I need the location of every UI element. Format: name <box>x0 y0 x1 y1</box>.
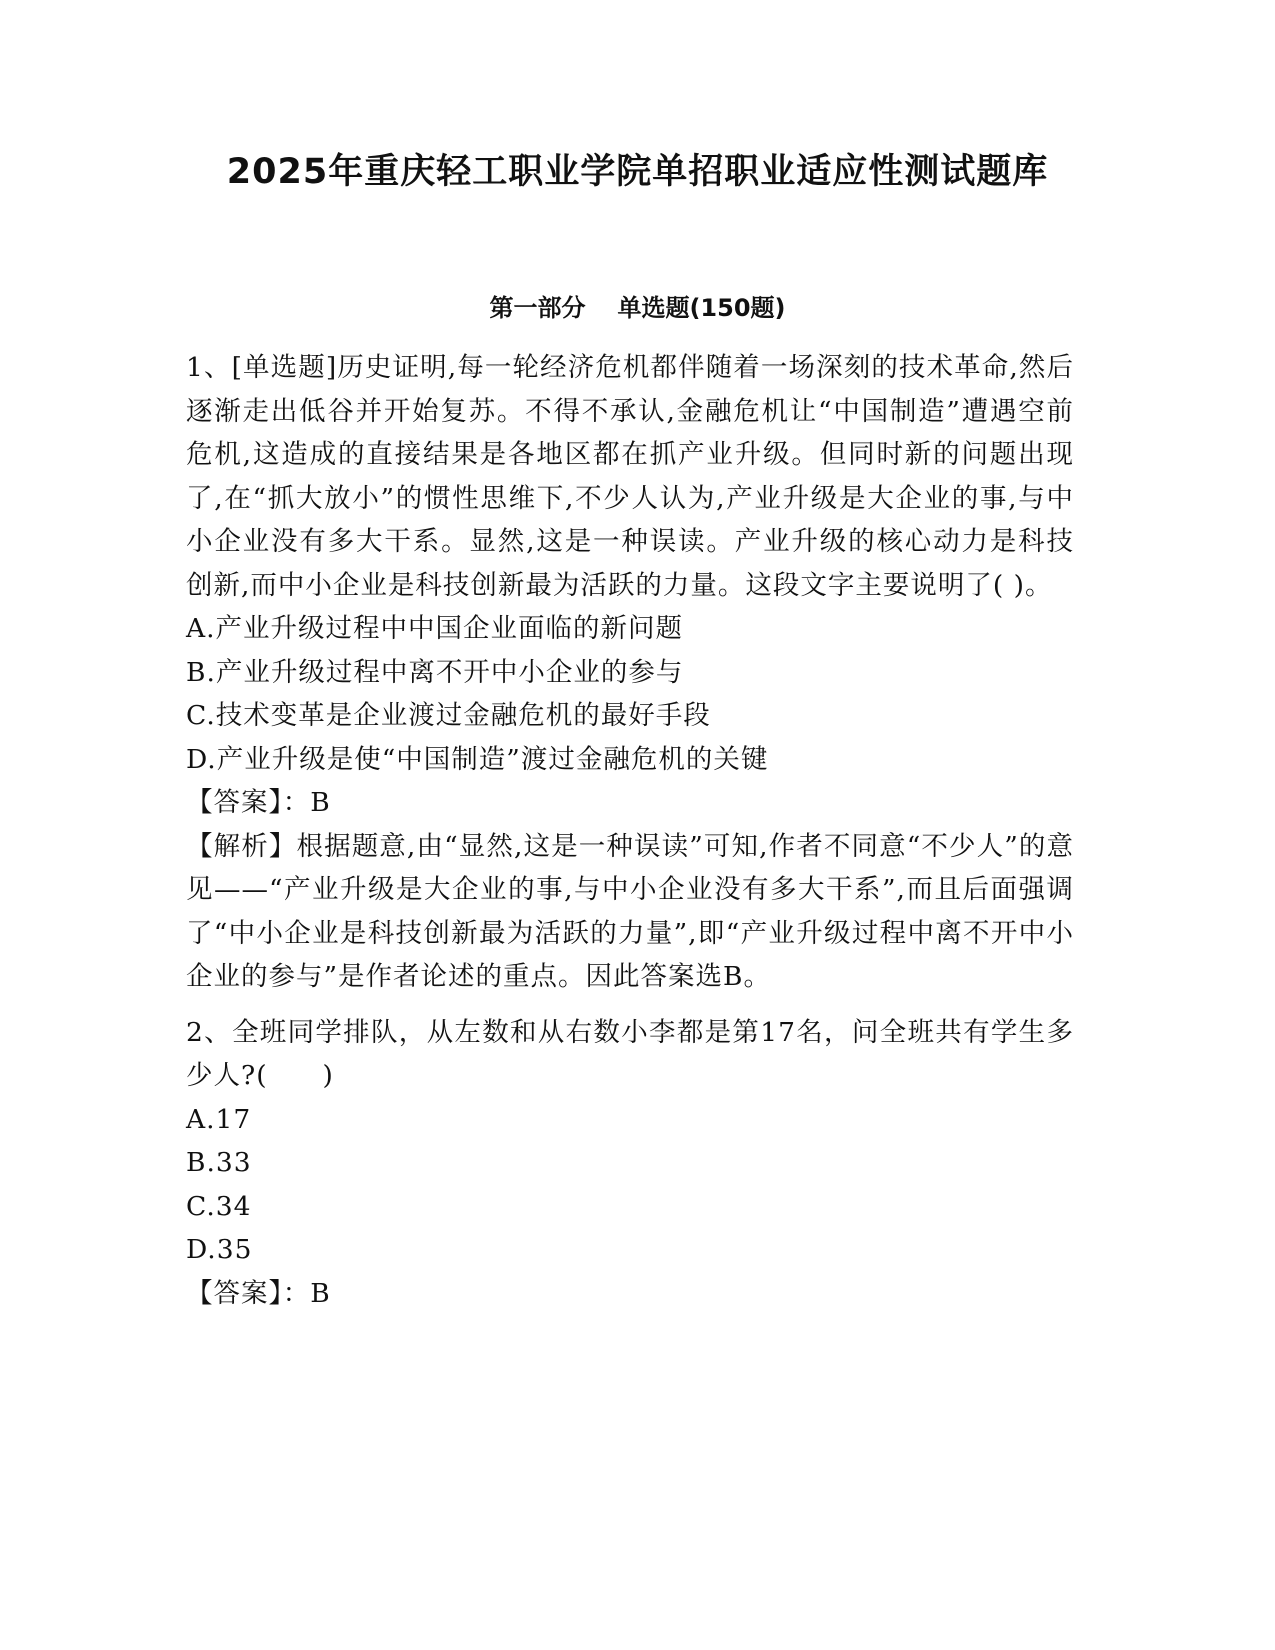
question-2-option-d: D.35 <box>186 1234 253 1265</box>
question-list <box>186 346 1074 1315</box>
section-name: 单选题(150题) <box>617 294 786 322</box>
question-2-option-b: B.33 <box>186 1147 252 1178</box>
question-1-answer: 【答案】：B <box>186 787 331 818</box>
question-2-option-c: C.34 <box>186 1190 252 1222</box>
question-1-text: 1、[单选题]历史证明,每一轮经济危机都伴随着一场深刻的技术革命,然后逐渐走出低谷并开始复苏。不得不承认,金融危机让“中国制造”遭遇空前危机,这造成的直接结果是各地区都在抓产业升级。但同时新的问题出现了,在“抓大放小”的惯性思维下,不少人认为,产业升级是大企业的事,与中小企业没有多大干系。显然,这是一种误读。产业升级的核心动力是科技创新,而中小企业是科技创新最为活跃的力量。这段文字主要说明了( )。 <box>186 352 1074 601</box>
section-part: 第一部分 <box>489 294 586 322</box>
question-2-option-a: A.17 <box>186 1103 252 1135</box>
question-1-option-a: A.产业升级过程中中国企业面临的新问题 <box>186 613 684 644</box>
section-heading <box>0 290 1275 326</box>
question-2-answer: 【答案】：B <box>186 1277 331 1309</box>
question-1-option-c: C.技术变革是企业渡过金融危机的最好手段 <box>186 700 711 731</box>
question-1-option-b: B.产业升级过程中离不开中小企业的参与 <box>186 656 684 688</box>
question-1-option-d: D.产业升级是使“中国制造”渡过金融危机的关键 <box>186 743 769 775</box>
question-1-analysis: 【解析】根据题意,由“显然,这是一种误读”可知,作者不同意“不少人”的意见——“产业升级是大企业的事,与中小企业没有多大干系”,而且后面强调了“中小企业是科技创新最为活跃的力量”,即“产业升级过程中离不开中小企业的参与”是作者论述的重点。因此答案选B。 <box>186 830 1074 992</box>
question-1 <box>186 346 1074 999</box>
question-2 <box>186 1011 1074 1316</box>
document-title: 2025年重庆轻工职业学院单招职业适应性测试题库 <box>226 152 1049 192</box>
question-2-text: 2、全班同学排队，从左数和从右数小李都是第17名，问全班共有学生多少人?( ) <box>186 1016 1074 1091</box>
